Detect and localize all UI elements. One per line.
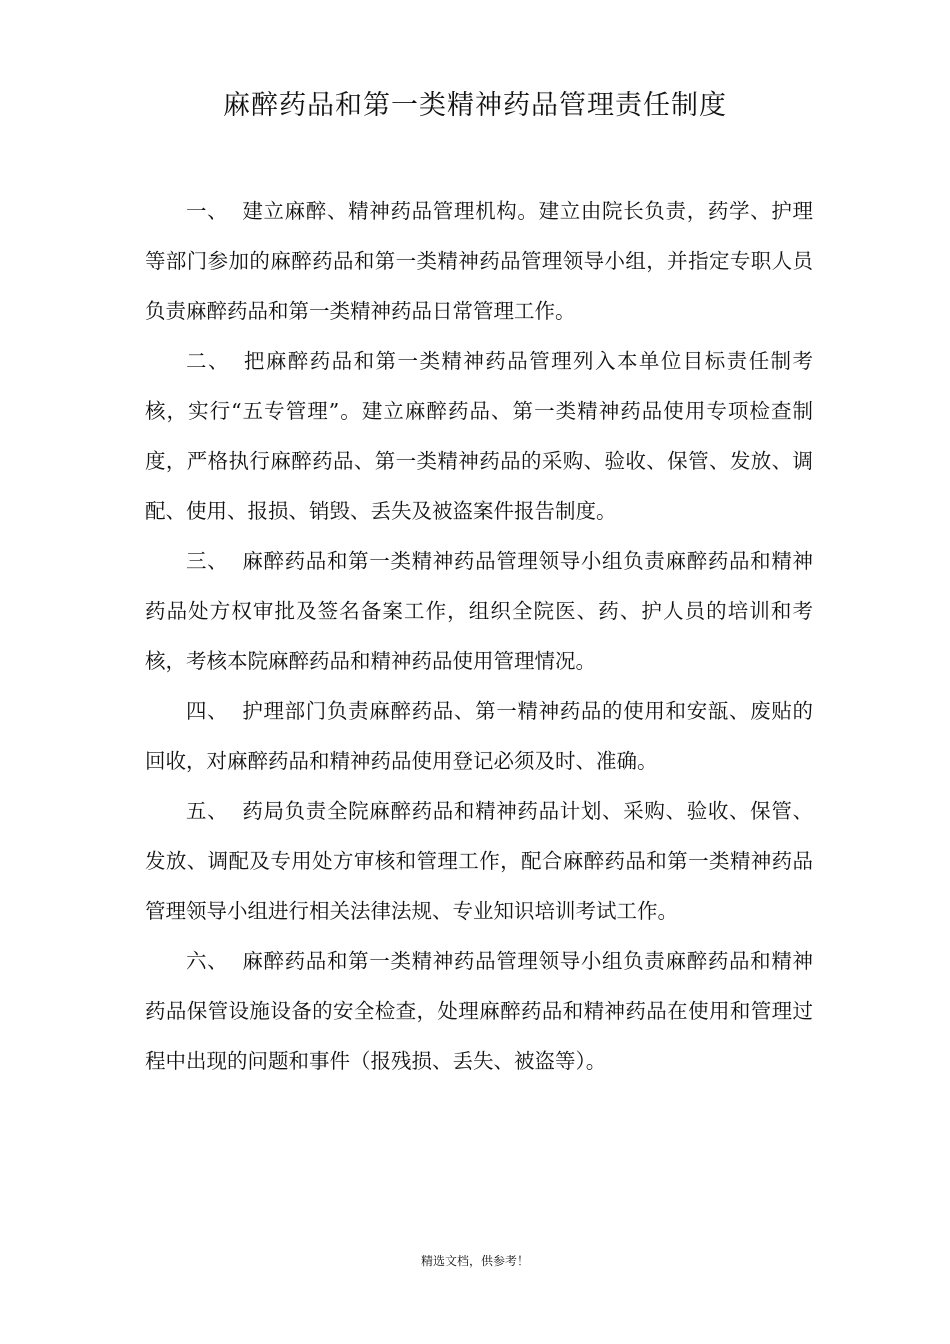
document-title: 麻醉药品和第一类精神药品管理责任制度 (223, 90, 727, 121)
paragraph-1 (145, 186, 813, 336)
document-body (145, 186, 813, 1086)
paragraph-2 (145, 336, 813, 536)
paragraph-text: 护理部门负责麻醉药品、第一精神药品的使用和安瓿、废贴的回收，对麻醉药品和精神药品使用登记必须及时、准确。 (145, 699, 814, 773)
page-footer: 精选文档，供参考！ (420, 1254, 529, 1268)
paragraph-number: 三、 (186, 549, 229, 573)
paragraph-number: 二、 (186, 349, 230, 373)
paragraph-5 (145, 786, 813, 936)
paragraph-text: 建立麻醉、精神药品管理机构。建立由院长负责，药学、护理等部门参加的麻醉药品和第一类精神药品管理领导小组，并指定专职人员负责麻醉药品和第一类精神药品日常管理工作。 (145, 199, 814, 323)
paragraph-6 (145, 936, 813, 1086)
paragraph-3 (145, 536, 813, 686)
paragraph-number: 六、 (186, 949, 229, 973)
paragraph-number: 五、 (186, 799, 229, 823)
paragraph-text: 麻醉药品和第一类精神药品管理领导小组负责麻醉药品和精神药品保管设施设备的安全检查，处理麻醉药品和精神药品在使用和管理过程中出现的问题和事件（报残损、丢失、被盗等）。 (145, 949, 814, 1073)
paragraph-4 (145, 686, 813, 786)
paragraph-number: 一、 (186, 199, 229, 223)
paragraph-text: 把麻醉药品和第一类精神药品管理列入本单位目标责任制考核，实行“五专管理”。建立麻醉药品、第一类精神药品使用专项检查制度，严格执行麻醉药品、第一类精神药品的采购、验收、保管、发放、调配、使用、报损、销毁、丢失及被盗案件报告制度。 (145, 349, 814, 523)
paragraph-text: 药局负责全院麻醉药品和精神药品计划、采购、验收、保管、发放、调配及专用处方审核和管理工作，配合麻醉药品和第一类精神药品管理领导小组进行相关法律法规、专业知识培训考试工作。 (145, 799, 814, 923)
paragraph-text: 麻醉药品和第一类精神药品管理领导小组负责麻醉药品和精神药品处方权审批及签名备案工作，组织全院医、药、护人员的培训和考核，考核本院麻醉药品和精神药品使用管理情况。 (145, 549, 814, 673)
paragraph-number: 四、 (186, 699, 229, 723)
